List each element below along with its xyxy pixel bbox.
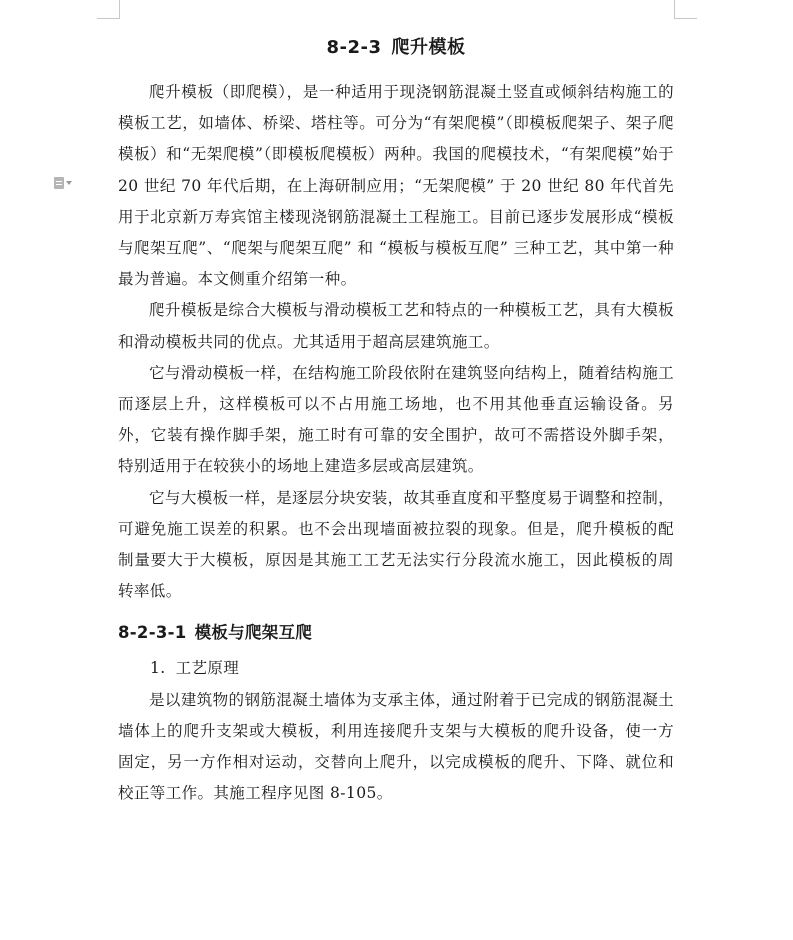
list-item-text: 工艺原理 (175, 659, 240, 678)
paragraph-slipform-comparison: 它与滑动模板一样，在结构施工阶段依附在建筑竖向结构上，随着结构施工而逐层上升，这样模板可以不占用施工场地，也不用其他垂直运输设备。另外，它装有操作脚手架，施工时有可靠的安全围护，故可不需搭设外脚手架，特别适用于在较狭小的场地上建造多层或高层建筑。 (118, 363, 674, 476)
paragraph-intro: 爬升模板（即爬模），是一种适用于现浇钢筋混凝土竖直或倾斜结构施工的模板工艺，如墙体、桥梁、塔柱等。可分为“有架爬模”（即模板爬架子、架子爬模板）和“无架爬模”（即模板爬模板）两种。我国的爬模技术，“有架爬模”始于 20 世纪 70 年代后期，在上海研制应用；“无架爬模” 于 20 世纪 80 年代首先用于北京新万寿宾馆主楼现浇钢筋混凝土工程施工。目前已逐步发展形成“模板与爬架互爬”、“爬架与爬架互爬” 和 “模板与模板互爬” 三种工艺，其中第一种最为普遍。本文侧重介绍第一种。 (118, 83, 674, 289)
subsection-heading (118, 617, 674, 649)
document-icon (54, 177, 64, 189)
paragraph-largeform-comparison: 它与大模板一样，是逐层分块安装，故其垂直度和平整度易于调整和控制，可避免施工误差的积累。也不会出现墙面被拉裂的现象。但是，爬升模板的配制量要大于大模板，原因是其施工工艺无法实行分段流水施工，因此模板的周转率低。 (118, 488, 674, 601)
section-title (118, 32, 674, 64)
paragraph-advantages: 爬升模板是综合大模板与滑动模板工艺和特点的一种模板工艺，具有大模板和滑动模板共同的优点。尤其适用于超高层建筑施工。 (118, 301, 674, 351)
paragraph-principle: 是以建筑物的钢筋混凝土墙体为支承主体，通过附着于已完成的钢筋混凝土墙体上的爬升支架或大模板，利用连接爬升支架与大模板的爬升设备，使一方固定，另一方作相对运动，交替向上爬升，以完成模板的爬升、下降、就位和校正等工作。其施工程序见图 8-105。 (118, 690, 674, 803)
paragraph-menu-button[interactable] (54, 176, 80, 190)
crop-mark-top-right (674, 0, 697, 19)
list-item-number: 1. (150, 659, 166, 678)
crop-mark-top-left (97, 0, 120, 19)
list-item (118, 653, 674, 684)
subsection-title: 模板与爬架互爬 (194, 623, 313, 643)
section-title-text: 爬升模板 (391, 37, 466, 58)
dropdown-caret-icon (66, 181, 72, 185)
document-body (118, 32, 674, 809)
subsection-number: 8-2-3-1 (118, 623, 187, 643)
section-number: 8-2-3 (326, 37, 382, 58)
